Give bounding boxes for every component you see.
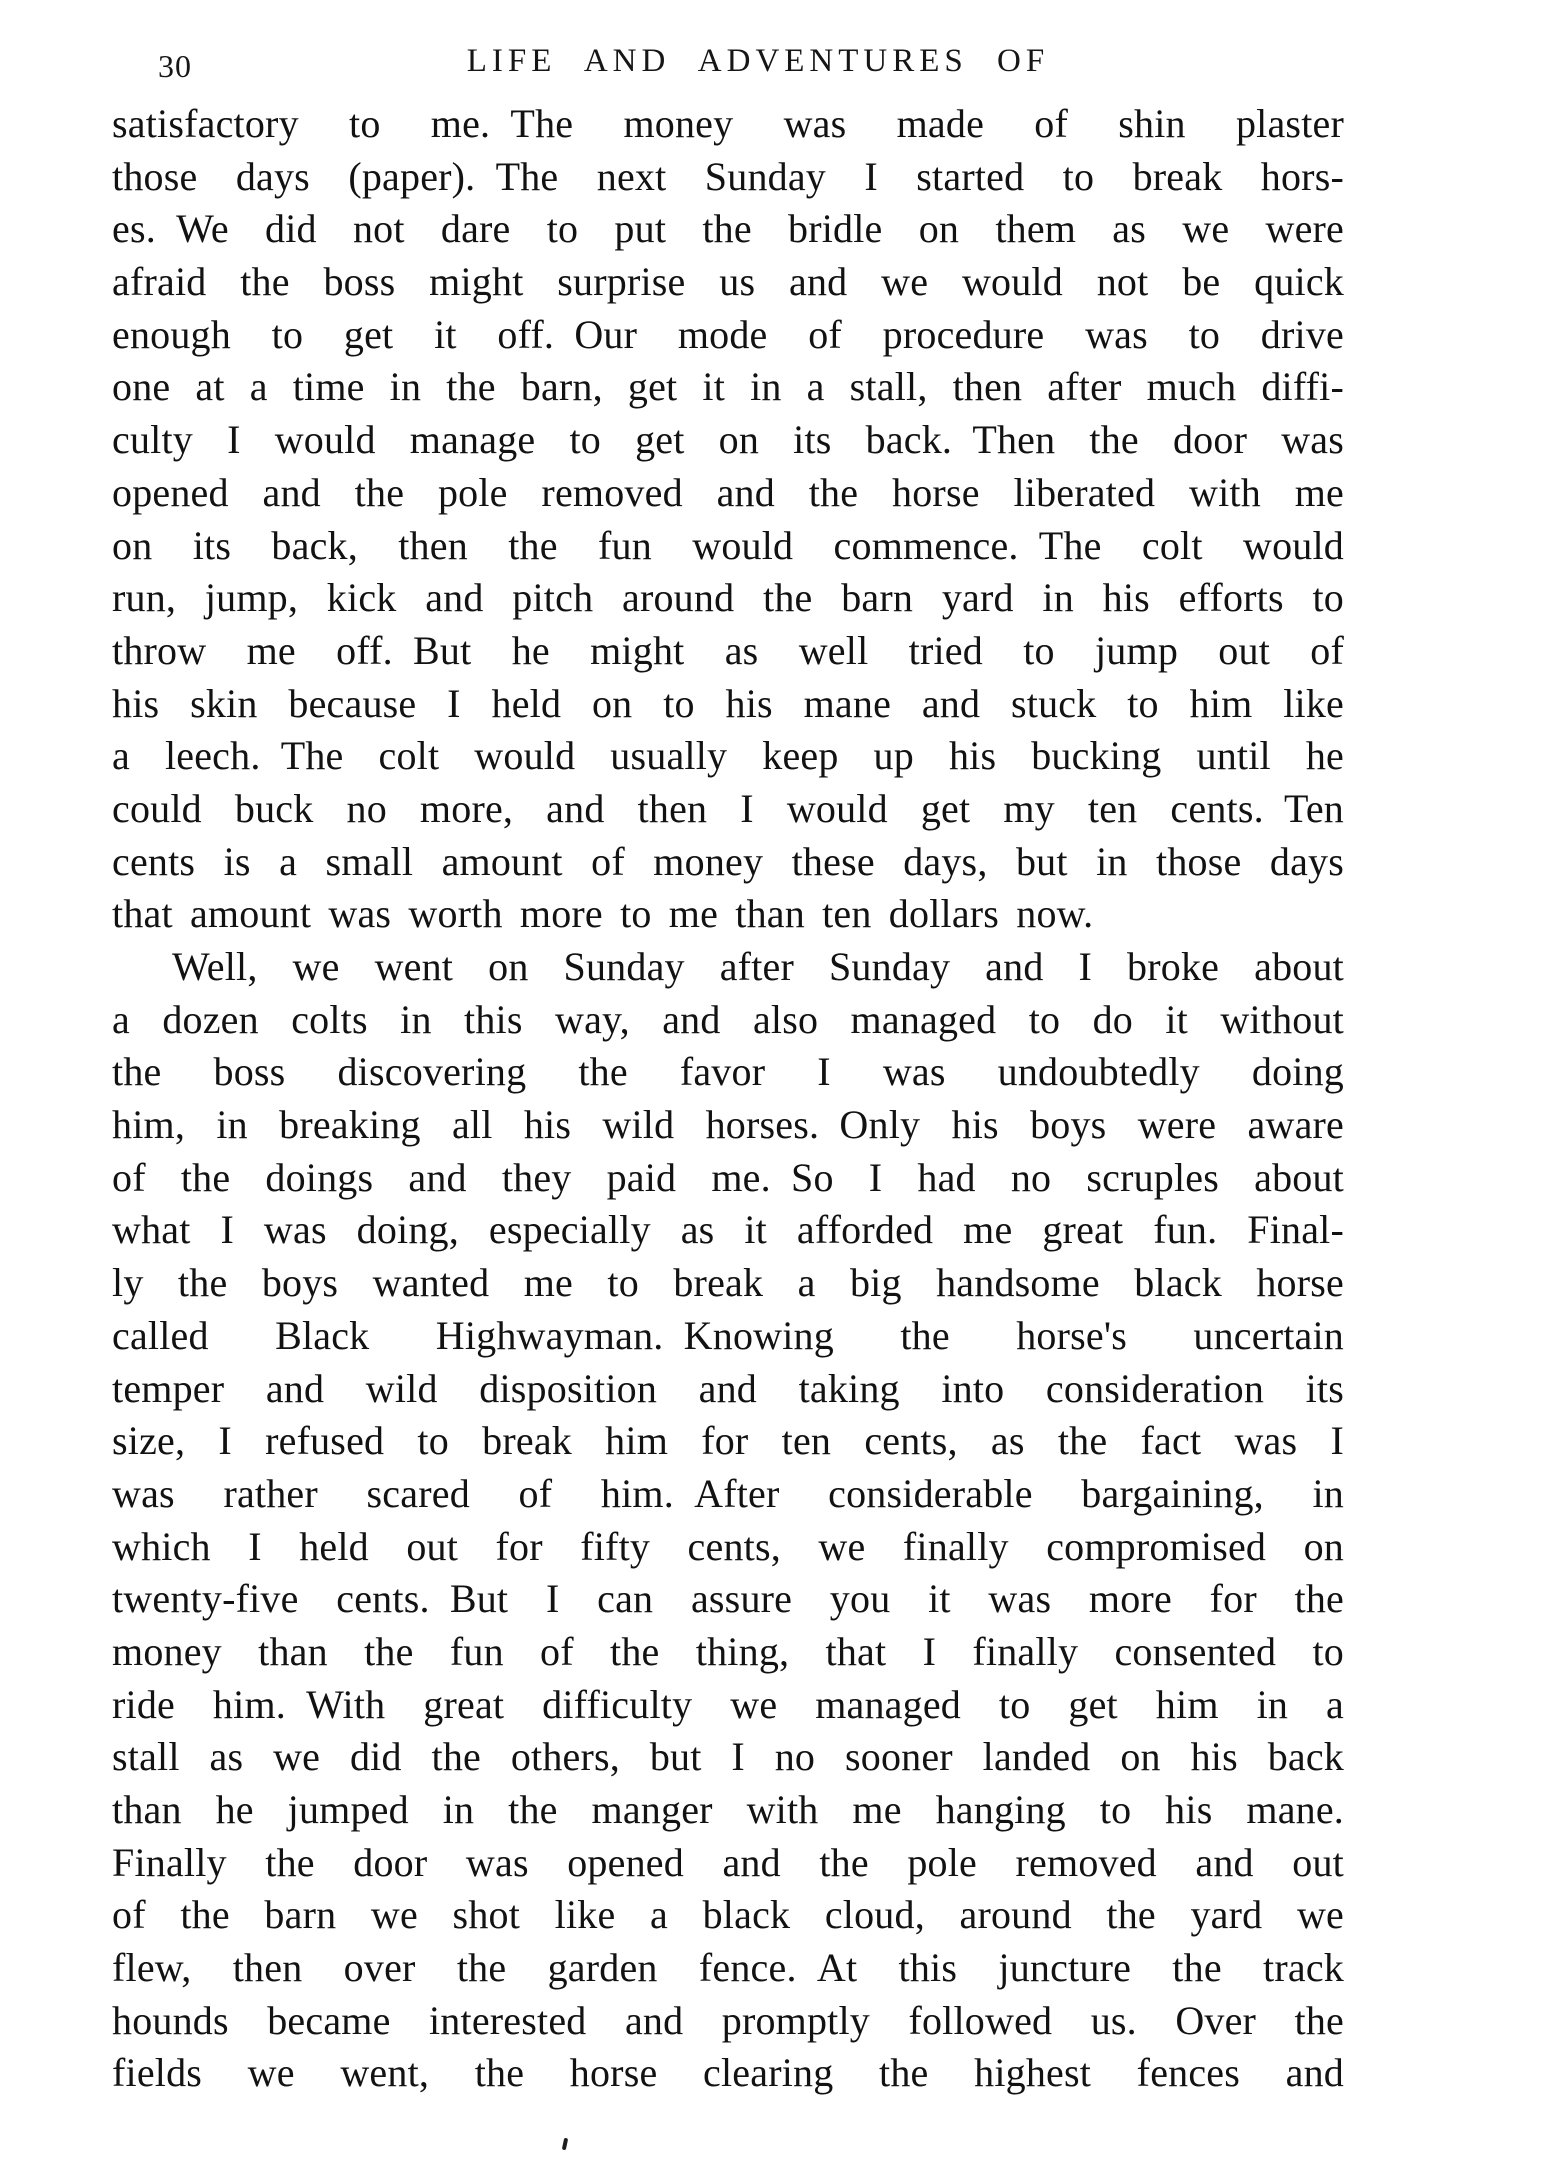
text-line: those days (paper). The next Sunday I started to break hors- xyxy=(112,153,1344,199)
text-line: the boss discovering the favor I was undoubtedly doing xyxy=(112,1049,1344,1095)
text-line: a dozen colts in this way, and also managed to do it without xyxy=(112,996,1344,1042)
ink-speck xyxy=(562,2138,568,2151)
text-line: flew, then over the garden fence. At this juncture the track xyxy=(112,1945,1344,1991)
running-title: LIFE AND ADVENTURES OF xyxy=(466,43,1050,79)
text-line: afraid the boss might surprise us and we would not be quick xyxy=(112,259,1344,305)
text-line: one at a time in the barn, get it in a stall, then after much diffi- xyxy=(112,364,1344,410)
text-line: of the doings and they paid me. So I had no scruples about xyxy=(112,1154,1344,1200)
text-line: Finally the door was opened and the pole removed and out xyxy=(112,1839,1344,1885)
text-line: called Black Highwayman. Knowing the horse's uncertain xyxy=(112,1312,1344,1358)
text-line: which I held out for fifty cents, we finally compromised on xyxy=(112,1523,1344,1569)
text-line: money than the fun of the thing, that I finally consented to xyxy=(112,1628,1344,1674)
text-line: enough to get it off. Our mode of procedure was to drive xyxy=(112,311,1344,357)
text-line: what I was doing, especially as it afforded me great fun. Final- xyxy=(112,1207,1344,1253)
text-line: ly the boys wanted me to break a big handsome black horse xyxy=(112,1260,1344,1306)
text-line: ride him. With great difficulty we managed to get him in a xyxy=(112,1681,1344,1727)
text-line: stall as we did the others, but I no sooner landed on his back xyxy=(112,1734,1344,1780)
text-line: was rather scared of him. After considerable bargaining, in xyxy=(112,1470,1344,1516)
text-line: a leech. The colt would usually keep up his bucking until he xyxy=(112,733,1344,779)
text-line: satisfactory to me. The money was made of shin plaster xyxy=(112,101,1344,146)
page-number: 30 xyxy=(158,48,192,84)
text-line: temper and wild disposition and taking into consideration its xyxy=(112,1365,1344,1411)
text-line: throw me off. But he might as well tried to jump out of xyxy=(112,627,1344,673)
text-line: opened and the pole removed and the horse liberated with me xyxy=(112,469,1344,515)
text-line: run, jump, kick and pitch around the barn yard in his efforts to xyxy=(112,575,1344,621)
text-line: es. We did not dare to put the bridle on them as we were xyxy=(112,206,1344,252)
text-line: cents is a small amount of money these days, but in those days xyxy=(112,838,1344,884)
text-line: hounds became interested and promptly followed us. Over the xyxy=(112,1997,1344,2043)
text-line: of the barn we shot like a black cloud, around the yard we xyxy=(112,1892,1344,1938)
text-line: his skin because I held on to his mane and stuck to him like xyxy=(112,680,1344,726)
text-line: could buck no more, and then I would get my ten cents. Ten xyxy=(112,785,1344,831)
text-line: fields we went, the horse clearing the highest fences and xyxy=(112,2050,1344,2096)
body-text xyxy=(112,98,1344,2100)
text-line: culty I would manage to get on its back. Then the door was xyxy=(112,417,1344,463)
text-line: than he jumped in the manger with me hanging to his mane. xyxy=(112,1787,1344,1832)
text-line: twenty-five cents. But I can assure you it was more for the xyxy=(112,1576,1344,1622)
text-line: on its back, then the fun would commence. The colt would xyxy=(112,522,1344,568)
text-line: Well, we went on Sunday after Sunday and I broke about xyxy=(172,944,1344,989)
text-line: size, I refused to break him for ten cents, as the fact was I xyxy=(112,1418,1344,1464)
text-line: him, in breaking all his wild horses. Only his boys were aware xyxy=(112,1102,1344,1148)
text-line: that amount was worth more to me than ten dollars now. xyxy=(112,891,1094,937)
